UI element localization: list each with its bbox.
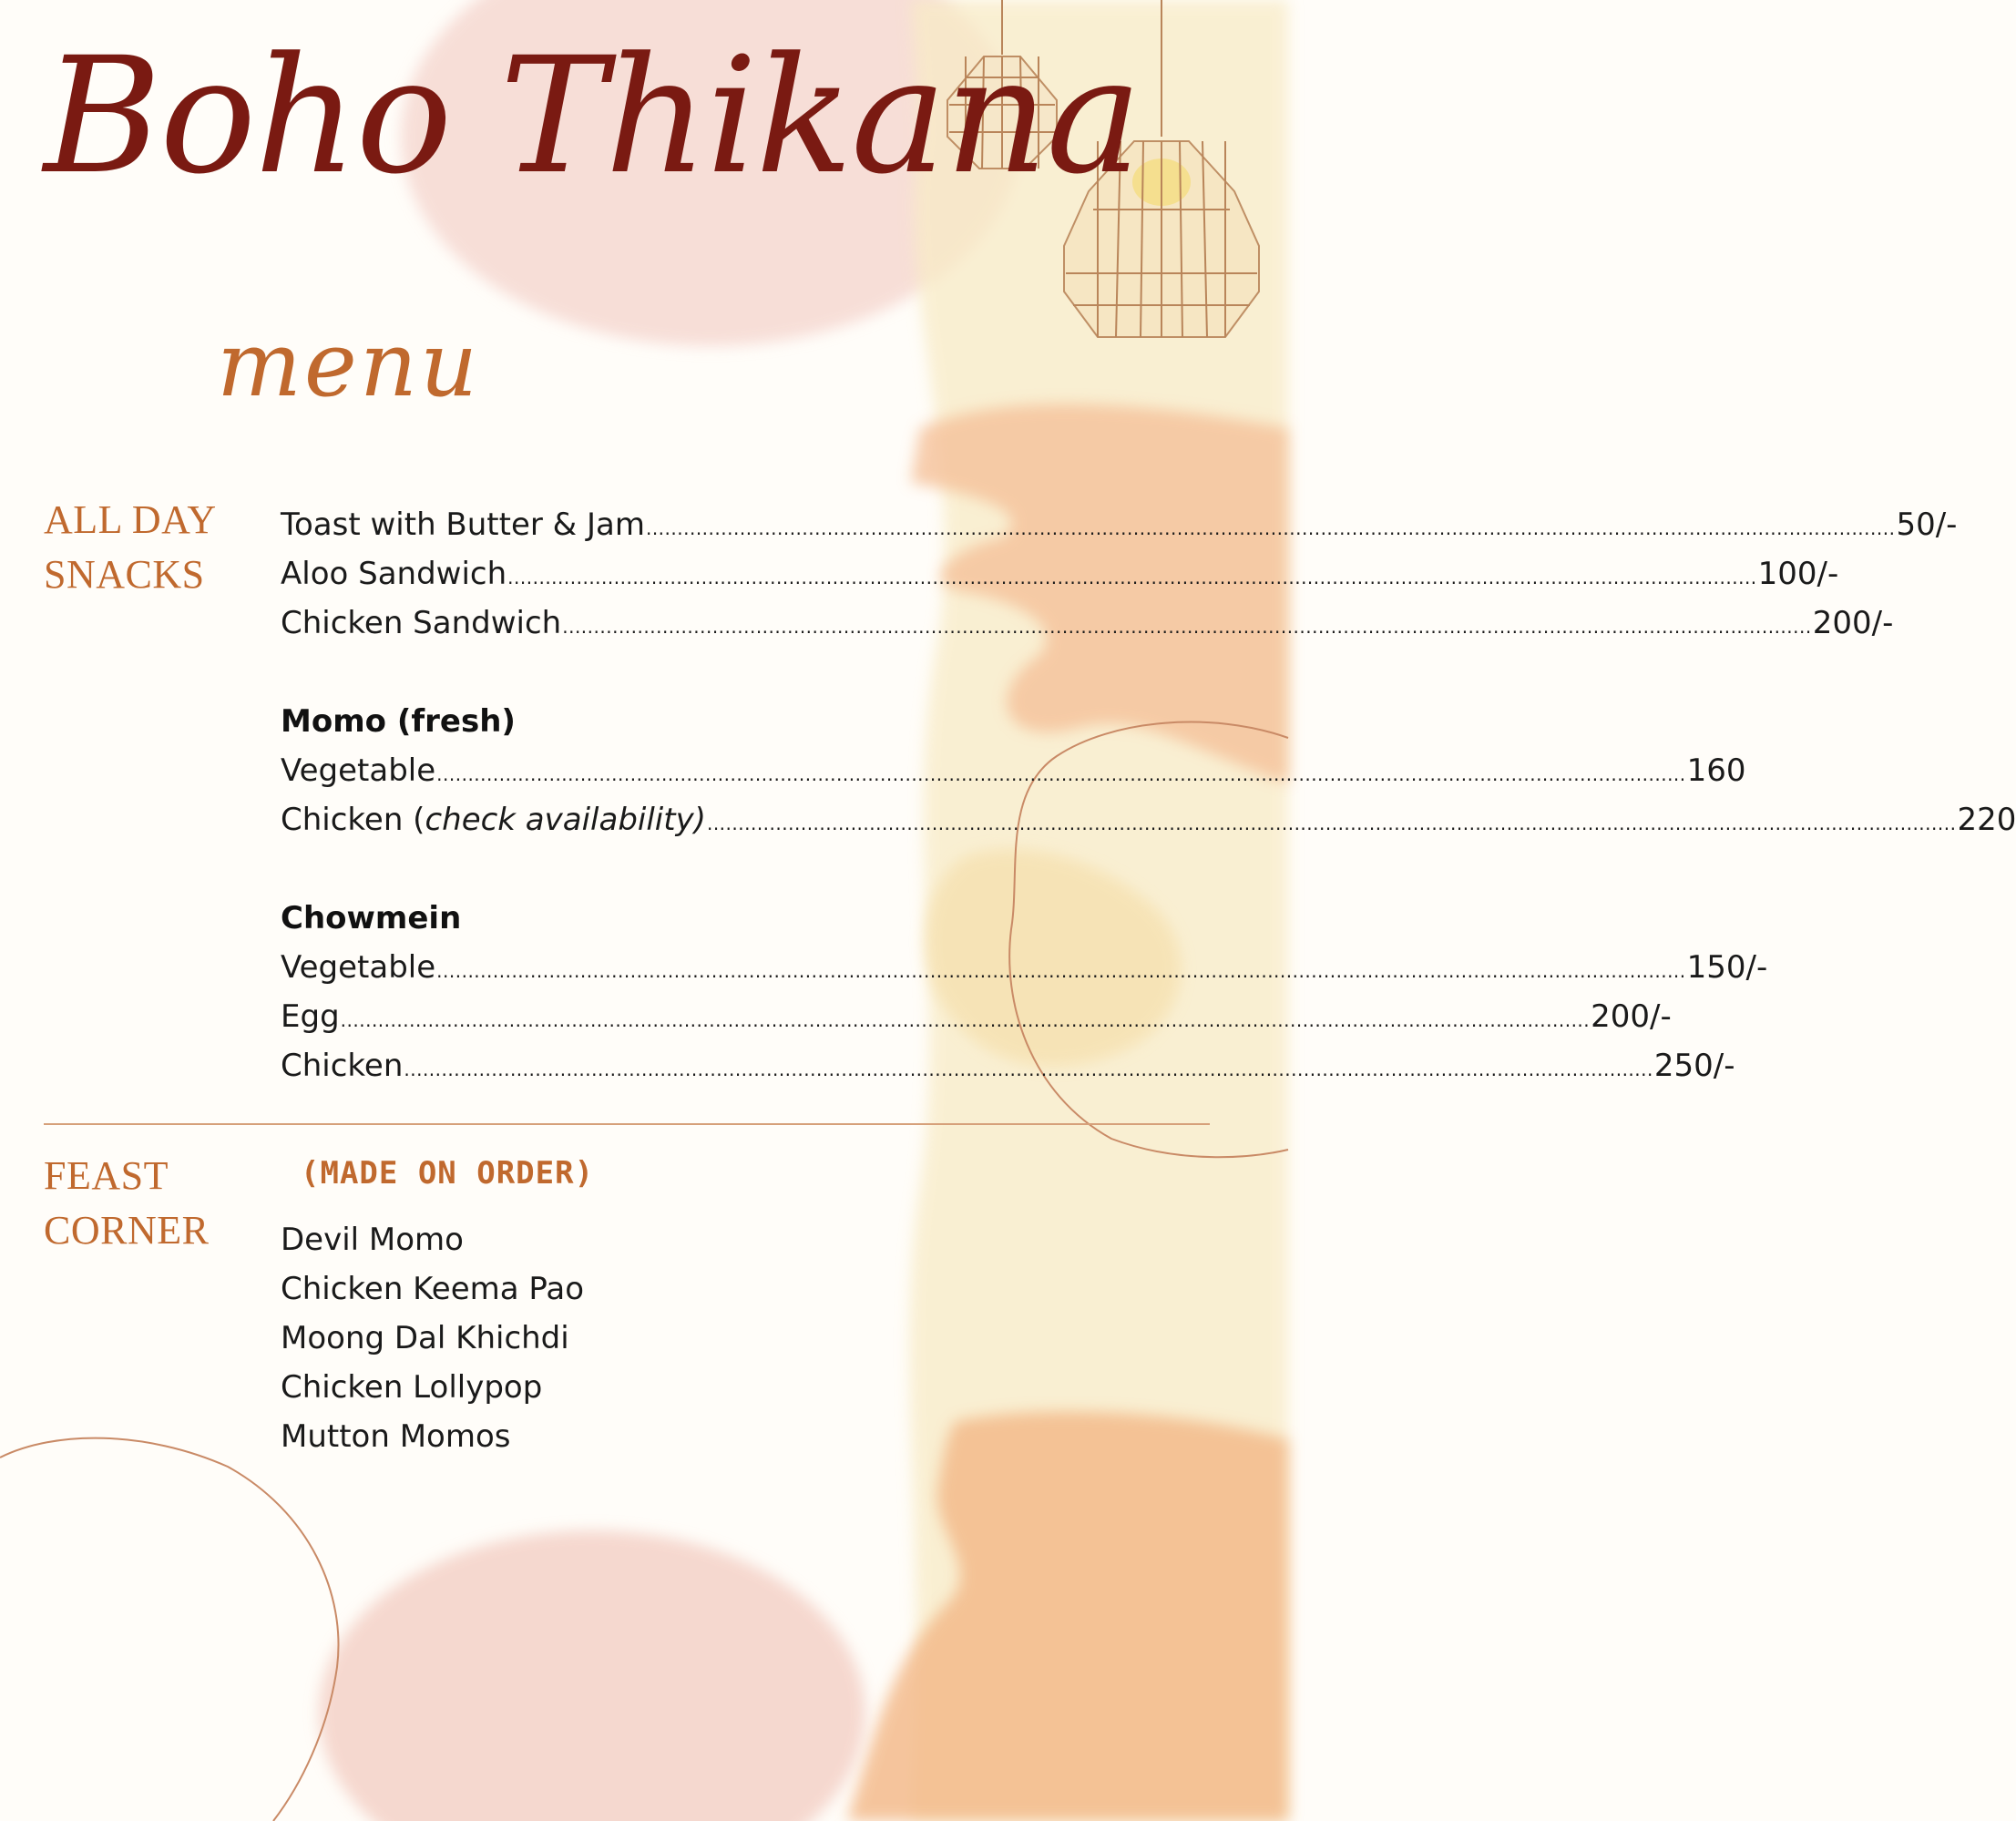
item-name: Toast with Butter & Jam <box>281 506 645 543</box>
restaurant-name: Boho Thikana <box>44 23 1141 210</box>
list-item: Mutton Momos <box>281 1418 511 1455</box>
item-name: Chicken <box>281 1048 404 1084</box>
item-name: Vegetable <box>281 949 436 986</box>
item-price: 50/- <box>1896 506 1958 543</box>
dot-leader: ........................................................................................................................................................................................................ <box>436 763 1686 785</box>
item-price: 100/- <box>1757 556 1839 592</box>
menu-item <box>281 598 1894 648</box>
menu-item <box>281 500 1958 549</box>
list-item: Devil Momo <box>281 1222 464 1258</box>
dot-leader: ........................................................................................................................................................................................................ <box>404 1059 1653 1080</box>
item-price: 200/- <box>1591 998 1672 1035</box>
feast-list <box>281 1215 584 1461</box>
item-price: 220 <box>1957 802 2016 838</box>
item-price: 250/- <box>1653 1048 1735 1084</box>
section-label-line: FEAST <box>44 1153 169 1198</box>
section-divider <box>44 1123 1210 1125</box>
group-title-chowmein: Chowmein <box>281 900 462 936</box>
item-name <box>281 795 706 844</box>
list-item: Chicken Keema Pao <box>281 1271 584 1307</box>
item-name: Aloo Sandwich <box>281 556 507 592</box>
dot-leader: ........................................................................................................................................................................................................ <box>706 813 1957 834</box>
section-label-line: SNACKS <box>44 552 205 597</box>
list-item: Moong Dal Khichdi <box>281 1320 569 1356</box>
menu-item <box>281 992 1672 1041</box>
snacks-list <box>281 500 2016 1090</box>
item-price: 160 <box>1686 752 1746 789</box>
section-label-line: CORNER <box>44 1208 210 1253</box>
menu-item <box>281 746 1746 795</box>
menu-item <box>281 1041 1735 1090</box>
menu-item <box>281 943 1768 992</box>
menu-heading: menu <box>217 313 481 417</box>
availability-note: check availability) <box>425 802 706 838</box>
dot-leader: ........................................................................................................................................................................................................ <box>340 1009 1591 1031</box>
section-label-feast-corner <box>44 1149 209 1258</box>
made-on-order-note: (MADE ON ORDER) <box>301 1155 595 1192</box>
item-price: 150/- <box>1686 949 1768 986</box>
outline-curve-left <box>0 1438 339 1821</box>
item-name: Egg <box>281 998 340 1035</box>
item-name: Chicken Sandwich <box>281 605 562 641</box>
section-label-all-day-snacks <box>44 493 217 602</box>
item-name: Vegetable <box>281 752 436 789</box>
dot-leader: ........................................................................................................................................................................................................ <box>562 616 1812 638</box>
dot-leader: ........................................................................................................................................................................................................ <box>507 567 1757 588</box>
group-title-momo: Momo (fresh) <box>281 703 516 740</box>
section-label-line: ALL DAY <box>44 497 217 542</box>
pink-wash-bottom <box>319 1530 865 1821</box>
item-price: 200/- <box>1812 605 1894 641</box>
dot-leader: ........................................................................................................................................................................................................ <box>436 960 1686 982</box>
menu-item <box>281 549 1839 598</box>
list-item: Chicken Lollypop <box>281 1369 543 1406</box>
menu-item <box>281 795 2016 844</box>
dot-leader: ........................................................................................................................................................................................................ <box>645 517 1896 539</box>
item-name-text: Chicken ( <box>281 802 425 838</box>
